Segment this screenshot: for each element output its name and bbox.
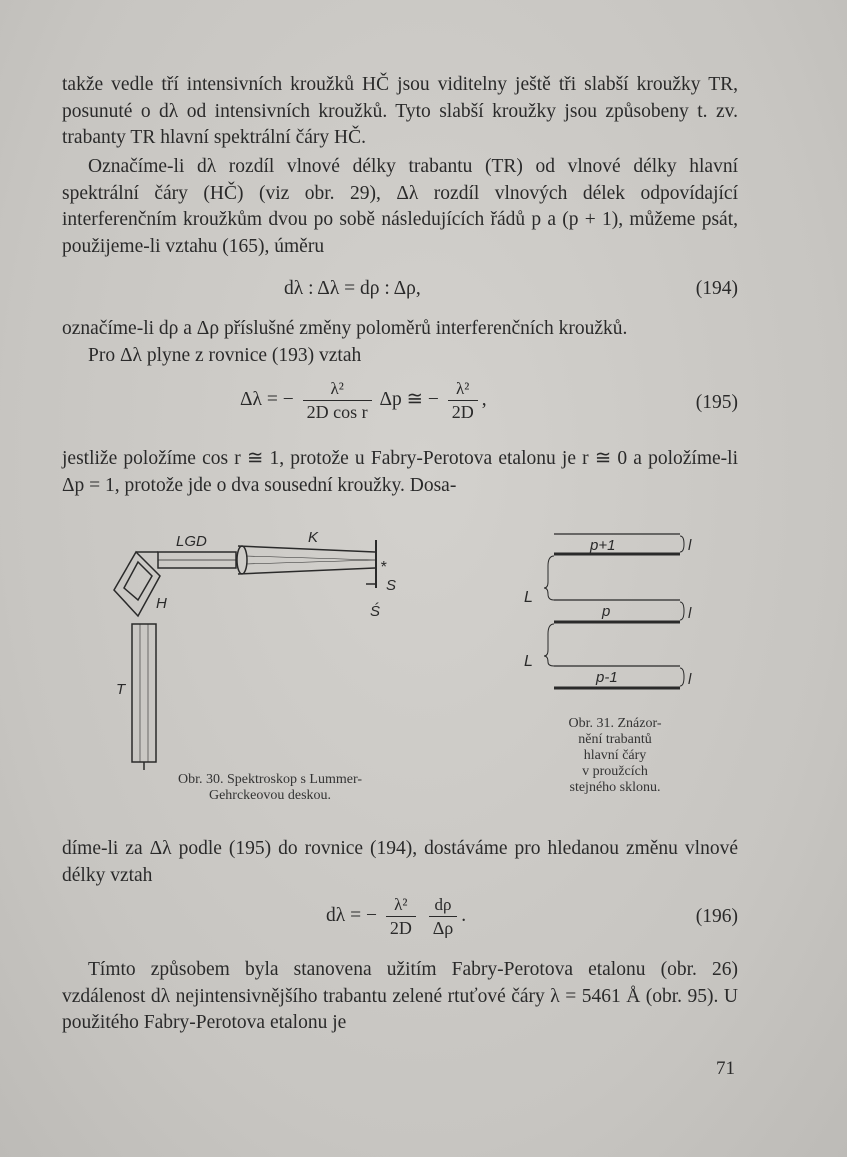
label-s-accent: Ś bbox=[370, 603, 381, 620]
equation-196-den-1: 2D bbox=[389, 918, 412, 938]
label-lgd: LGD bbox=[176, 533, 207, 550]
label-l-small-3: l bbox=[688, 671, 692, 688]
telescope-tube bbox=[132, 624, 156, 762]
equation-194-number: (194) bbox=[695, 278, 738, 299]
page-number: 71 bbox=[716, 1058, 735, 1079]
figure-31-caption-line-2: nění trabantů bbox=[578, 732, 652, 747]
figure-30-caption bbox=[130, 772, 410, 804]
label-l-upper: L bbox=[524, 589, 533, 606]
label-l-small-2: l bbox=[688, 605, 692, 622]
equation-196 bbox=[62, 894, 738, 954]
equation-195-tail: , bbox=[481, 388, 487, 410]
label-h: H bbox=[156, 595, 167, 612]
equation-195 bbox=[62, 376, 738, 436]
prism bbox=[114, 552, 160, 616]
paragraph-3: označíme-li dρ a Δρ příslušné změny poloměrů interferenčních kroužků. bbox=[62, 318, 628, 339]
paragraph-7: Tímto způsobem byla stanovena užitím Fabry-Perotova etalonu (obr. 26) vzdálenost dλ nejintensivnějšího trabantu zelené rtuťové čáry λ = 5461 Å (obr. 95). U použitého Fabry-Perotova etalonu je bbox=[62, 959, 738, 1033]
equation-195-den-1: 2D cos r bbox=[306, 402, 368, 422]
equation-196-body bbox=[326, 894, 466, 939]
paragraph-4: Pro Δλ plyne z rovnice (193) vztah bbox=[88, 345, 362, 366]
equation-196-number: (196) bbox=[695, 906, 738, 927]
equation-194-body: dλ : Δλ = dρ : Δρ, bbox=[284, 278, 421, 299]
figure-31-caption-line-3: hlavní čáry bbox=[583, 748, 647, 763]
equation-195-number: (195) bbox=[695, 392, 738, 413]
equation-196-lhs: dλ = − bbox=[326, 904, 377, 926]
paragraph-6: díme-li za Δλ podle (195) do rovnice (194), dostáváme pro hledanou změnu vlnové délky vztah bbox=[62, 838, 738, 886]
equation-196-fraction-1 bbox=[386, 894, 416, 939]
figure-31-caption bbox=[540, 716, 690, 796]
equation-196-num-1: λ² bbox=[386, 894, 416, 917]
equation-195-num-1: λ² bbox=[303, 378, 372, 401]
label-l-small-1: l bbox=[688, 537, 692, 554]
equation-194 bbox=[62, 278, 738, 308]
label-s: S bbox=[386, 577, 397, 594]
label-p-plus-1: p+1 bbox=[590, 537, 616, 554]
label-k: K bbox=[308, 529, 319, 546]
figure-30-caption-line-2: Gehrckeovou deskou. bbox=[208, 788, 332, 803]
label-star: * bbox=[380, 559, 387, 576]
figure-30-caption-line-1: Obr. 30. Spektroskop s Lummer- bbox=[177, 772, 363, 787]
equation-195-den-2: 2D bbox=[451, 402, 474, 422]
label-p-minus-1: p-1 bbox=[596, 669, 618, 686]
figure-30-diagram bbox=[100, 526, 400, 776]
figure-31-caption-line-4: v proužcích bbox=[582, 764, 648, 779]
paragraph-2: Označíme-li dλ rozdíl vlnové délky trabantu (TR) od vlnové délky hlavní spektrální čáry (HČ) (viz obr. 29), Δλ rozdíl vlnových délek odpovídající interferenčním kroužkům dvou po sobě následujících řádů p a (p + 1), můžeme psát, použijeme-li vztahu (165), úměru bbox=[62, 156, 738, 257]
equation-195-num-2: λ² bbox=[448, 378, 478, 401]
equation-195-lhs: Δλ = − bbox=[240, 388, 294, 410]
equation-195-fraction-2 bbox=[448, 378, 478, 423]
equation-195-fraction-1 bbox=[303, 378, 372, 423]
equation-196-num-2: dρ bbox=[429, 894, 458, 917]
label-p: p bbox=[602, 603, 611, 620]
figure-31-diagram bbox=[514, 528, 714, 700]
brace-l-upper bbox=[544, 556, 554, 600]
paragraph-1: takže vedle tří intensivních kroužků HČ jsou viditelny ještě tři slabší kroužky TR, posunuté o dλ od intensivních kroužků. Tyto slabší kroužky jsou způsobeny t. zv. trabanty TR hlavní spektrální čáry HČ. bbox=[62, 74, 738, 148]
figure-31-caption-line-5: stejného sklonu. bbox=[569, 780, 661, 795]
label-l-lower: L bbox=[524, 653, 533, 670]
paragraph-5: jestliže položíme cos r ≅ 1, protože u Fabry-Perotova etalonu je r ≅ 0 a položíme-li Δp = 1, protože jde o dva sousední kroužky. Dosa- bbox=[62, 448, 738, 496]
equation-196-tail: . bbox=[461, 904, 467, 926]
equation-195-body bbox=[240, 378, 487, 423]
label-t: T bbox=[116, 681, 126, 698]
equation-195-mid: Δp ≅ − bbox=[379, 388, 439, 410]
equation-196-fraction-2 bbox=[429, 894, 458, 939]
figure-31-caption-line-1: Obr. 31. Znázor- bbox=[568, 716, 662, 731]
brace-l-lower bbox=[544, 624, 554, 666]
collimator-tube bbox=[238, 546, 375, 552]
equation-196-den-2: Δρ bbox=[432, 918, 454, 938]
